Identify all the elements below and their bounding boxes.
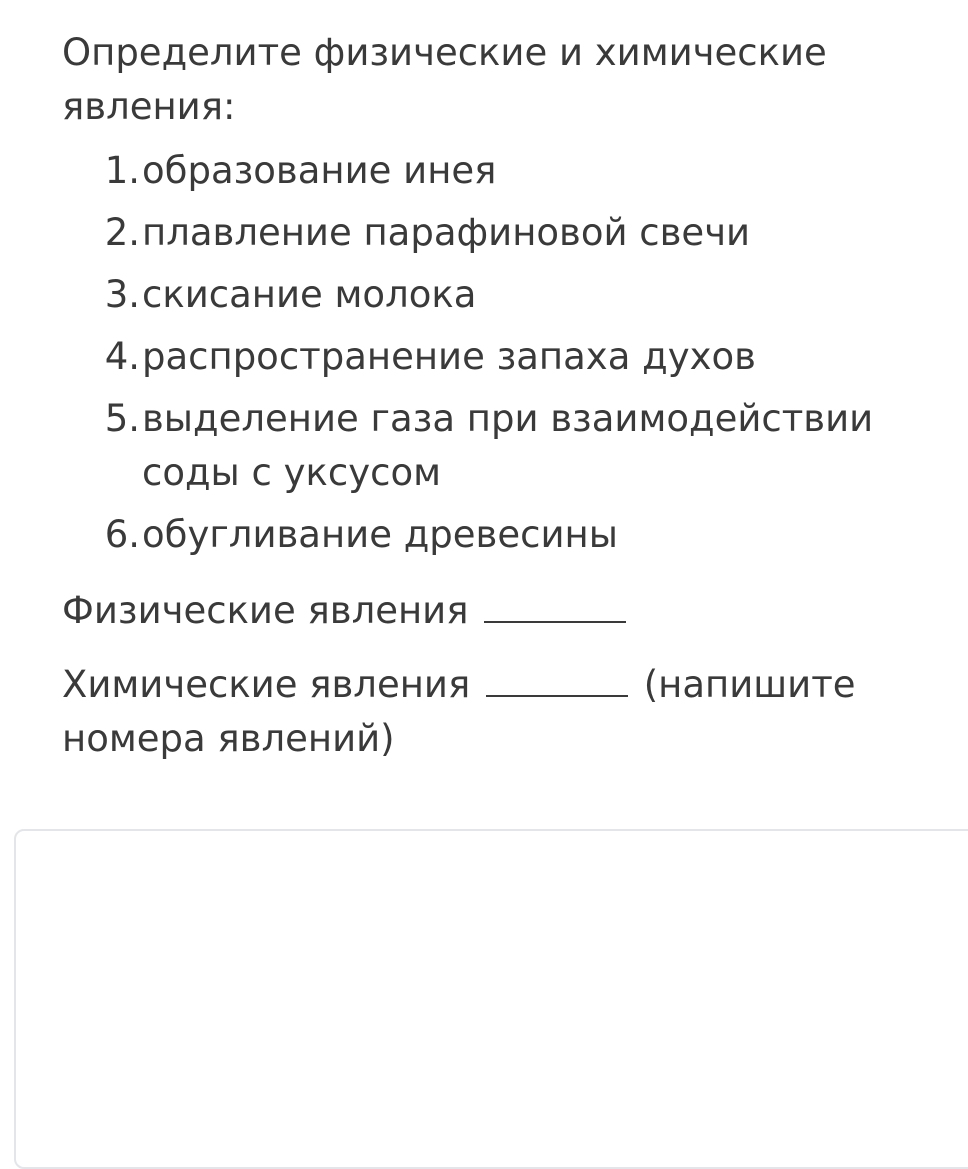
- answer-input-box[interactable]: [14, 829, 968, 1169]
- item-number: 1.: [104, 149, 140, 192]
- list-item: [62, 268, 922, 322]
- question-intro: Определите физические и химические явления:: [62, 31, 827, 128]
- list-item: [62, 144, 922, 198]
- item-text: выделение газа при взаимодействии соды с уксусом: [142, 397, 874, 494]
- item-number: 3.: [104, 273, 140, 316]
- list-item: [62, 330, 922, 384]
- question-card: [62, 26, 922, 766]
- list-item: [62, 508, 922, 562]
- chemical-blank: [486, 665, 628, 697]
- physical-blank: [484, 591, 626, 623]
- chemical-label: Химические явления: [62, 663, 471, 706]
- item-text: скисание молока: [142, 273, 477, 316]
- chemical-answer-line: [62, 658, 922, 766]
- physical-answer-line: [62, 584, 922, 638]
- item-text: плавление парафиновой свечи: [142, 211, 751, 254]
- item-number: 5.: [104, 397, 140, 440]
- item-number: 4.: [104, 335, 140, 378]
- physical-label: Физические явления: [62, 589, 469, 632]
- list-item: [62, 392, 922, 500]
- item-number: 6.: [104, 513, 140, 556]
- item-text: образование инея: [142, 149, 497, 192]
- chemical-hint: (напишите номера явлений): [62, 663, 856, 760]
- list-item: [62, 206, 922, 260]
- phenomena-list: [62, 144, 922, 562]
- item-text: обугливание древесины: [142, 513, 618, 556]
- item-text: распространение запаха духов: [142, 335, 756, 378]
- item-number: 2.: [104, 211, 140, 254]
